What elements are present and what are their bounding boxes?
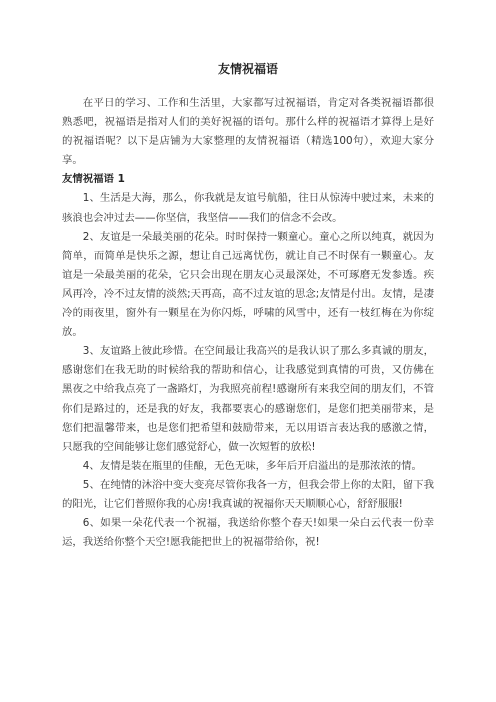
blessing-item-6: 6、如果一朵花代表一个祝福，我送给你整个春天!如果一朵白云代表一份幸运，我送给你整个天空!愿我能把世上的祝福带给你，祝! [62, 517, 434, 549]
document-title: 友情祝福语 [217, 62, 278, 76]
document-page [62, 60, 434, 552]
blessing-item-2: 2、友谊是一朵最美丽的花朵。时时保持一颗童心。童心之所以纯真，就因为简单，而简单是快乐之源，想让自己远离忧伤，就让自己不时保有一颗童心。友谊是一朵最美丽的花朵，它只会出现在朋友心灵最深处，不可琢磨无发参透。疾风再冷，冷不过友情的淡然;天再高，高不过友谊的思念;友情是付出。友情，是凄冷的雨夜里，窗外有一颗星在为你闪烁，呼啸的风雪中，还有一枝红梅在为你绽放。 [62, 230, 434, 339]
blessing-item-4: 4、友情是装在瓶里的佳酿，无色无味，多年后开启溢出的是那浓浓的情。 [82, 459, 422, 472]
section-heading: 友情祝福语 1 [62, 173, 125, 186]
blessing-item-5: 5、在纯情的沐浴中变大变亮尽管你我各一方，但我会带上你的太阳，留下我的阳光，让它们普照你我的心房!我真诚的祝福你天天顺顺心心，舒舒服服! [62, 478, 434, 510]
intro-paragraph: 在平日的学习、工作和生活里，大家都写过祝福语，肯定对各类祝福语都很熟悉吧，祝福语是指对人们的美好祝福的语句。那什么样的祝福语才算得上是好的祝福语呢？以下是店铺为大家整理的友情祝福语（精选100句），欢迎大家分享。 [62, 97, 434, 167]
blessing-item-1: 1、生活是大海，那么，你我就是友谊号航船，往日从惊涛中驶过来，未来的骇浪也会冲过去——你坚信，我坚信——我们的信念不会改。 [62, 192, 434, 224]
blessing-item-3: 3、友谊路上彼此珍惜。在空间最让我高兴的是我认识了那么多真诚的朋友，感谢您们在我无助的时候给我的帮助和信心，让我感觉到真情的可贵，又仿佛在黑夜之中给我点亮了一盏路灯，为我照亮前程!感谢所有来我空间的朋友们，不管你们是路过的，还是我的好友，我都要衷心的感谢您们，是您们把美丽带来，是您们把温馨带来，也是您们把希望和鼓励带来，无以用语言表达我的感激之情，只愿我的空间能够让您们感觉舒心，做一次短暂的放松! [62, 345, 434, 453]
